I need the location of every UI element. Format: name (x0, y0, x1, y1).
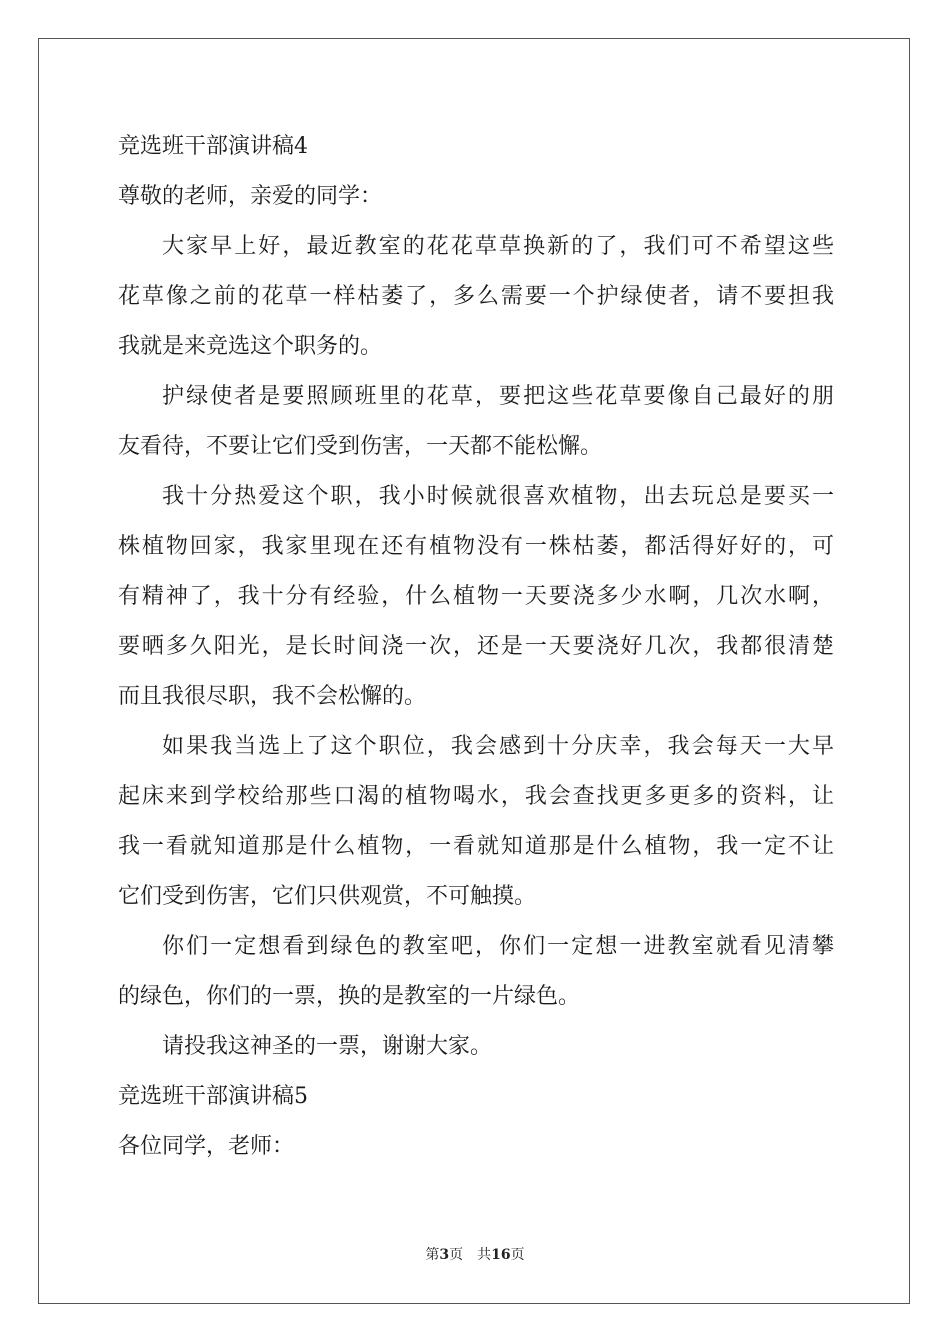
text-line: 竞选班干部演讲稿4 (118, 134, 308, 159)
text-line: 护绿使者是要照顾班里的花草，要把这些花草要像自己最好的朋 (162, 384, 834, 409)
total-suffix: 页 (510, 1247, 525, 1263)
text-line: 花草像之前的花草一样枯萎了，多么需要一个护绿使者，请不要担我 (118, 284, 834, 309)
text-line: 如果我当选上了这个职位，我会感到十分庆幸，我会每天一大早 (162, 734, 834, 759)
total-prefix: 共 (477, 1247, 492, 1263)
text-line: 的绿色，你们的一票，换的是教室的一片绿色。 (118, 984, 581, 1009)
text-line: 请投我这神圣的一票，谢谢大家。 (162, 1034, 493, 1059)
text-line: 而且我很尽职，我不会松懈的。 (118, 684, 427, 709)
text-line: 你们一定想看到绿色的教室吧，你们一定想一进教室就看见清攀 (162, 934, 834, 959)
text-line: 各位同学，老师： (118, 1134, 295, 1159)
text-line: 有精神了，我十分有经验，什么植物一天要浇多少水啊，几次水啊， (118, 584, 834, 609)
page-prefix: 第 (425, 1247, 440, 1263)
text-line: 尊敬的老师，亲爱的同学： (118, 184, 383, 209)
current-page-number: 3 (439, 1247, 450, 1263)
page-suffix: 页 (449, 1247, 464, 1263)
text-line: 竞选班干部演讲稿5 (118, 1084, 308, 1109)
text-line: 起床来到学校给那些口渴的植物喝水，我会查找更多更多的资料，让 (118, 784, 834, 809)
total-page-number: 16 (491, 1247, 511, 1263)
text-line: 我一看就知道那是什么植物，一看就知道那是什么植物，我一定不让 (118, 834, 834, 859)
text-line: 株植物回家，我家里现在还有植物没有一株枯萎，都活得好好的，可 (118, 534, 834, 559)
text-line: 大家早上好，最近教室的花花草草换新的了，我们可不希望这些 (162, 234, 834, 259)
text-line: 友看待，不要让它们受到伤害，一天都不能松懈。 (118, 434, 603, 459)
text-line: 我就是来竞选这个职务的。 (118, 334, 383, 359)
text-line: 要晒多久阳光，是长时间浇一次，还是一天要浇好几次，我都很清楚 (118, 634, 834, 659)
document-body (118, 122, 834, 1172)
text-line: 它们受到伤害，它们只供观赏，不可触摸。 (118, 884, 537, 909)
text-line: 我十分热爱这个职，我小时候就很喜欢植物，出去玩总是要买一 (162, 484, 834, 509)
page-footer (0, 1244, 950, 1264)
